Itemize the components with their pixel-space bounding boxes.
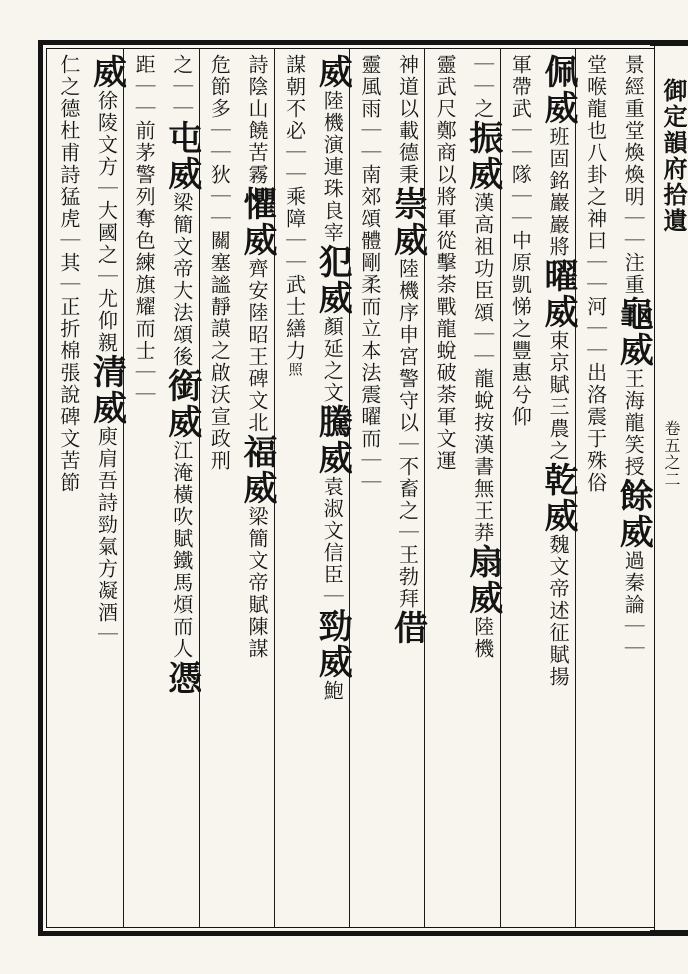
text-segment: 靈風雨｜｜ <box>357 54 382 164</box>
text-segment: 危節多｜｜ <box>207 54 232 164</box>
text-segment: 江淹橫吹賦鐵馬煩而人 <box>169 440 194 660</box>
text-segment: 袁淑文信臣｜ <box>320 476 345 608</box>
text-segment: 景經重堂煥煥明｜｜注重 <box>621 54 646 296</box>
text-segment: 過秦論｜｜ <box>621 550 646 660</box>
column-divider <box>349 48 350 928</box>
text-segment: 詩陰山饒苦霧 <box>244 54 269 186</box>
text-segment: 鮑 <box>320 680 345 702</box>
headword: 借 <box>387 610 428 646</box>
column-divider <box>424 48 425 928</box>
headword: 崇威 <box>387 186 428 258</box>
headword: 佩威 <box>537 54 578 126</box>
fold-mark-top <box>650 40 688 46</box>
text-column <box>127 54 157 924</box>
text-segment: 謀朝不必｜｜ <box>282 54 307 186</box>
headword: 懼威 <box>236 186 277 258</box>
headword: 振威 <box>462 120 503 192</box>
text-segment: 班固銘巖巖將 <box>545 126 570 258</box>
text-segment: 仁之德杜甫詩猛虎｜其｜ <box>56 54 81 296</box>
text-segment: 之｜｜ <box>169 54 194 120</box>
text-segment: 陸機序申宮警守以｜不畜之｜王勃拜 <box>395 258 420 610</box>
text-column <box>503 54 533 924</box>
headword: 銜威 <box>161 368 202 440</box>
headword: 扇威 <box>462 544 503 616</box>
text-column <box>462 54 503 924</box>
headword: 龜威 <box>613 296 654 368</box>
text-segment: 靈武 <box>433 54 458 98</box>
headword: 憑 <box>161 660 202 696</box>
text-segment: 漢高祖功臣頌｜｜龍蛻按漢書無王莽 <box>470 192 495 544</box>
text-segment: 梁簡文帝大法頌後 <box>169 192 194 368</box>
text-column <box>161 54 202 924</box>
text-segment: 堂喉龍也八卦之神曰｜｜ <box>583 54 608 296</box>
text-column <box>613 54 654 924</box>
text-column <box>52 54 82 924</box>
text-segment: 距｜｜前茅警列 <box>132 54 157 208</box>
column-divider <box>123 48 124 928</box>
headword: 勁威 <box>312 608 353 680</box>
fold-mark-bottom <box>650 930 688 936</box>
text-column <box>278 54 308 924</box>
headword: 福威 <box>236 434 277 506</box>
text-segment: 武士繕力 <box>282 274 307 362</box>
text-segment: 河｜｜出洛 <box>583 296 608 406</box>
text-segment: 魏文帝述征賦揚 <box>545 534 570 688</box>
text-segment: 顏延之文 <box>320 316 345 404</box>
text-segment: 齊安陸昭王碑文北 <box>244 258 269 434</box>
text-column <box>86 54 127 924</box>
text-column <box>428 54 458 924</box>
text-segment: ｜｜之 <box>470 54 495 120</box>
headword: 曜威 <box>537 258 578 330</box>
text-segment: 正折棉張說碑文苦節 <box>56 296 81 494</box>
headword: 屯威 <box>161 120 202 192</box>
text-segment: 束京賦三農之 <box>545 330 570 462</box>
text-column <box>312 54 353 924</box>
text-segment: 文運 <box>433 428 458 472</box>
headword: 餘威 <box>613 478 654 550</box>
volume-label: 卷五之二 <box>662 420 681 488</box>
text-segment: 南郊頌體剛柔而立本法震曜而｜｜ <box>357 164 382 494</box>
text-segment: 奪色練旗耀而士｜｜ <box>132 208 157 406</box>
text-segment: 謨之啟沃宣政刑 <box>207 318 232 472</box>
text-column <box>236 54 277 924</box>
text-segment: 陸機演連珠良宰 <box>320 90 345 244</box>
text-segment: 乘障｜｜ <box>282 186 307 274</box>
text-column <box>387 54 428 924</box>
book-title: 御定韻府拾遺 <box>659 78 688 234</box>
headword: 犯威 <box>312 244 353 316</box>
text-column <box>537 54 578 924</box>
text-segment: 王海龍笑授 <box>621 368 646 478</box>
text-segment: 狄｜｜關塞謐靜 <box>207 164 232 318</box>
text-column <box>353 54 383 924</box>
annotation-text: 照 <box>286 362 303 376</box>
text-column <box>202 54 232 924</box>
text-segment: 震于殊俗 <box>583 406 608 494</box>
text-segment: 凱悌之豐惠兮仰 <box>508 274 533 428</box>
headword: 威 <box>312 54 353 90</box>
headword: 乾威 <box>537 462 578 534</box>
headword: 威 <box>86 54 127 90</box>
text-segment: 隊｜｜中原 <box>508 164 533 274</box>
headword: 清威 <box>86 354 127 426</box>
text-segment: 徐陵文方｜大國之｜尤仰親 <box>94 90 119 354</box>
text-segment: 尺鄭商以將軍從擊荼戰龍蛻破荼軍 <box>433 98 458 428</box>
text-segment: 庾肩吾詩勁氣方凝酒｜ <box>94 426 119 646</box>
text-column <box>579 54 609 924</box>
text-segment: 神道以載德秉 <box>395 54 420 186</box>
text-segment: 軍帶武｜｜ <box>508 54 533 164</box>
text-segment: 梁簡文帝賦陳謀 <box>244 506 269 660</box>
headword: 騰威 <box>312 404 353 476</box>
text-segment: 陸機 <box>470 616 495 660</box>
